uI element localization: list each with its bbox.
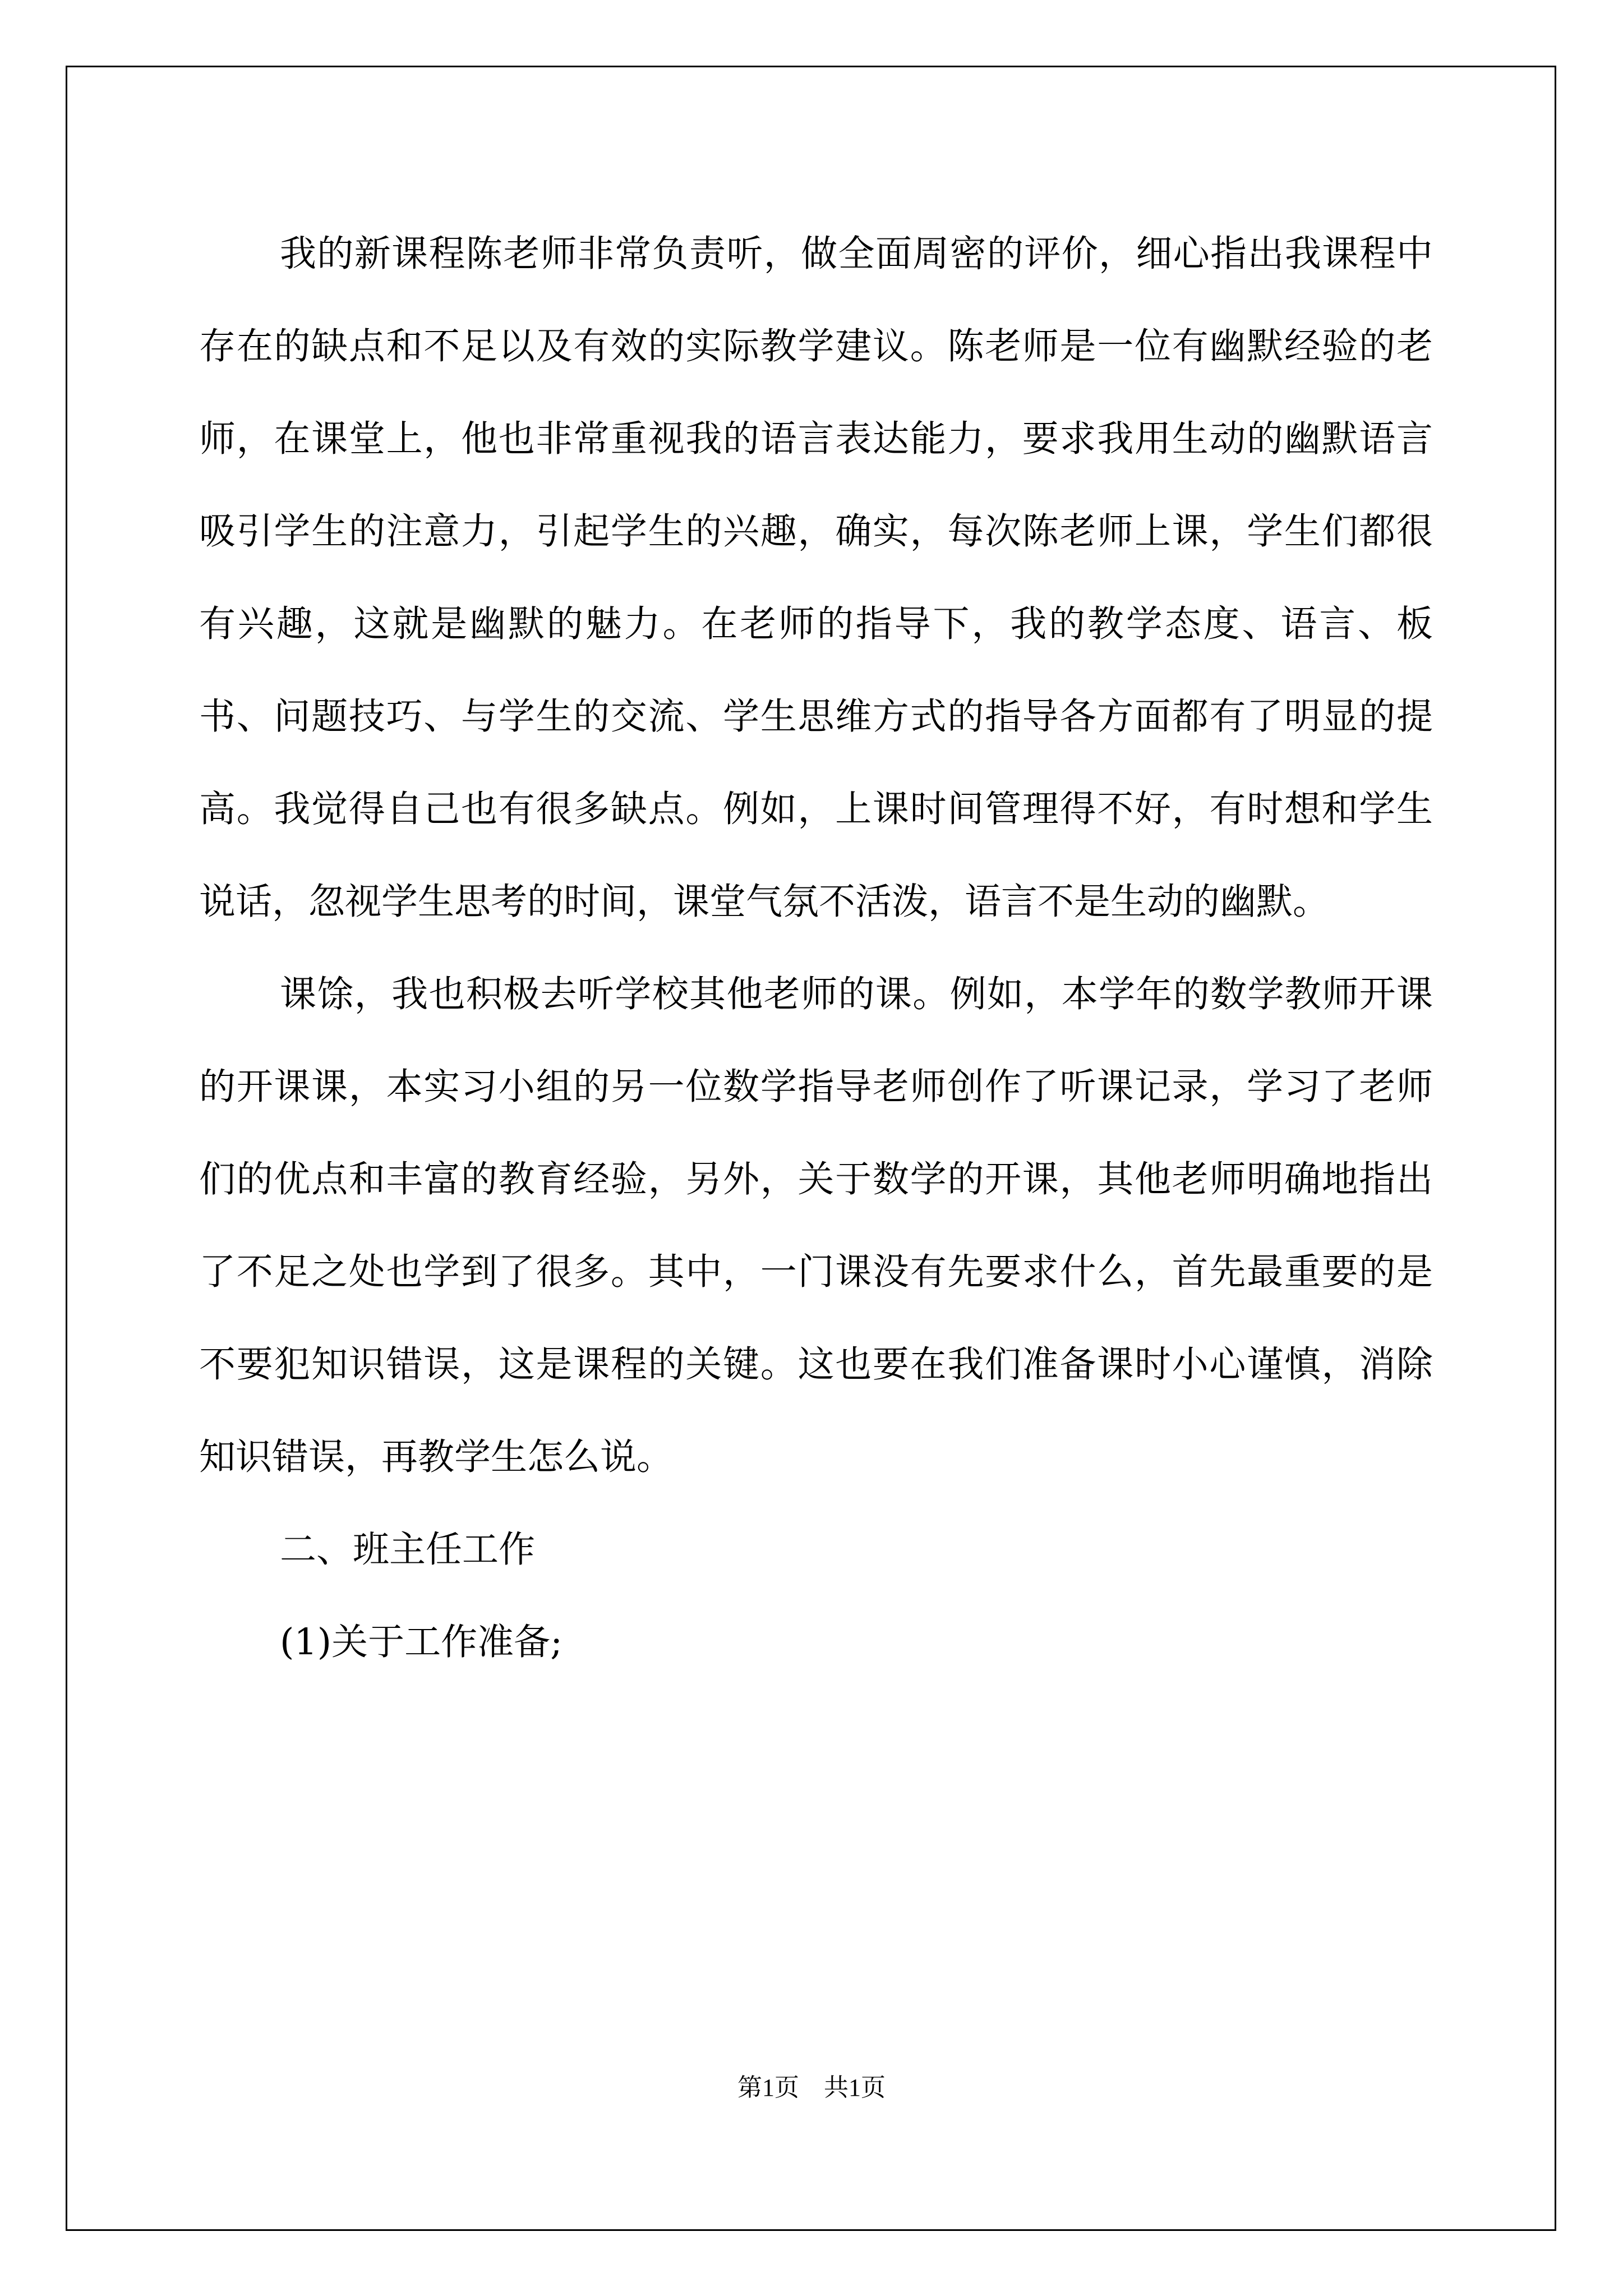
document-body [199,208,1433,1688]
paragraph: 课馀，我也积极去听学校其他老师的课。例如，本学年的数学教师开课的开课课，本实习小组的另一位数学指导老师创作了听课记录，学习了老师们的优点和丰富的教育经验，另外，关于数学的开课，其他老师明确地指出了不足之处也学到了很多。其中，一门课没有先要求什么，首先最重要的是不要犯知识错误，这是课程的关键。这也要在我们准备课时小心谨慎，消除知识错误，再教学生怎么说。 [199,973,1433,1478]
subsection-heading: (1)关于工作准备; [280,1621,562,1663]
page-footer [0,2071,1623,2105]
page-number: 第1页 [737,2074,799,2101]
paragraph: 我的新课程陈老师非常负责听，做全面周密的评价，细心指出我课程中存在的缺点和不足以及有效的实际教学建议。陈老师是一位有幽默经验的老师，在课堂上，他也非常重视我的语言表达能力，要求我用生动的幽默语言吸引学生的注意力，引起学生的兴趣，确实，每次陈老师上课，学生们都很有兴趣，这就是幽默的魅力。在老师的指导下，我的教学态度、语言、板书、问题技巧、与学生的交流、学生思维方式的指导各方面都有了明显的提高。我觉得自己也有很多缺点。例如，上课时间管理得不好，有时想和学生说话，忽视学生思考的时间，课堂气氛不活泼，语言不是生动的幽默。 [199,233,1433,923]
page-total: 共1页 [824,2074,886,2101]
section-heading: 二、班主任工作 [280,1529,536,1571]
